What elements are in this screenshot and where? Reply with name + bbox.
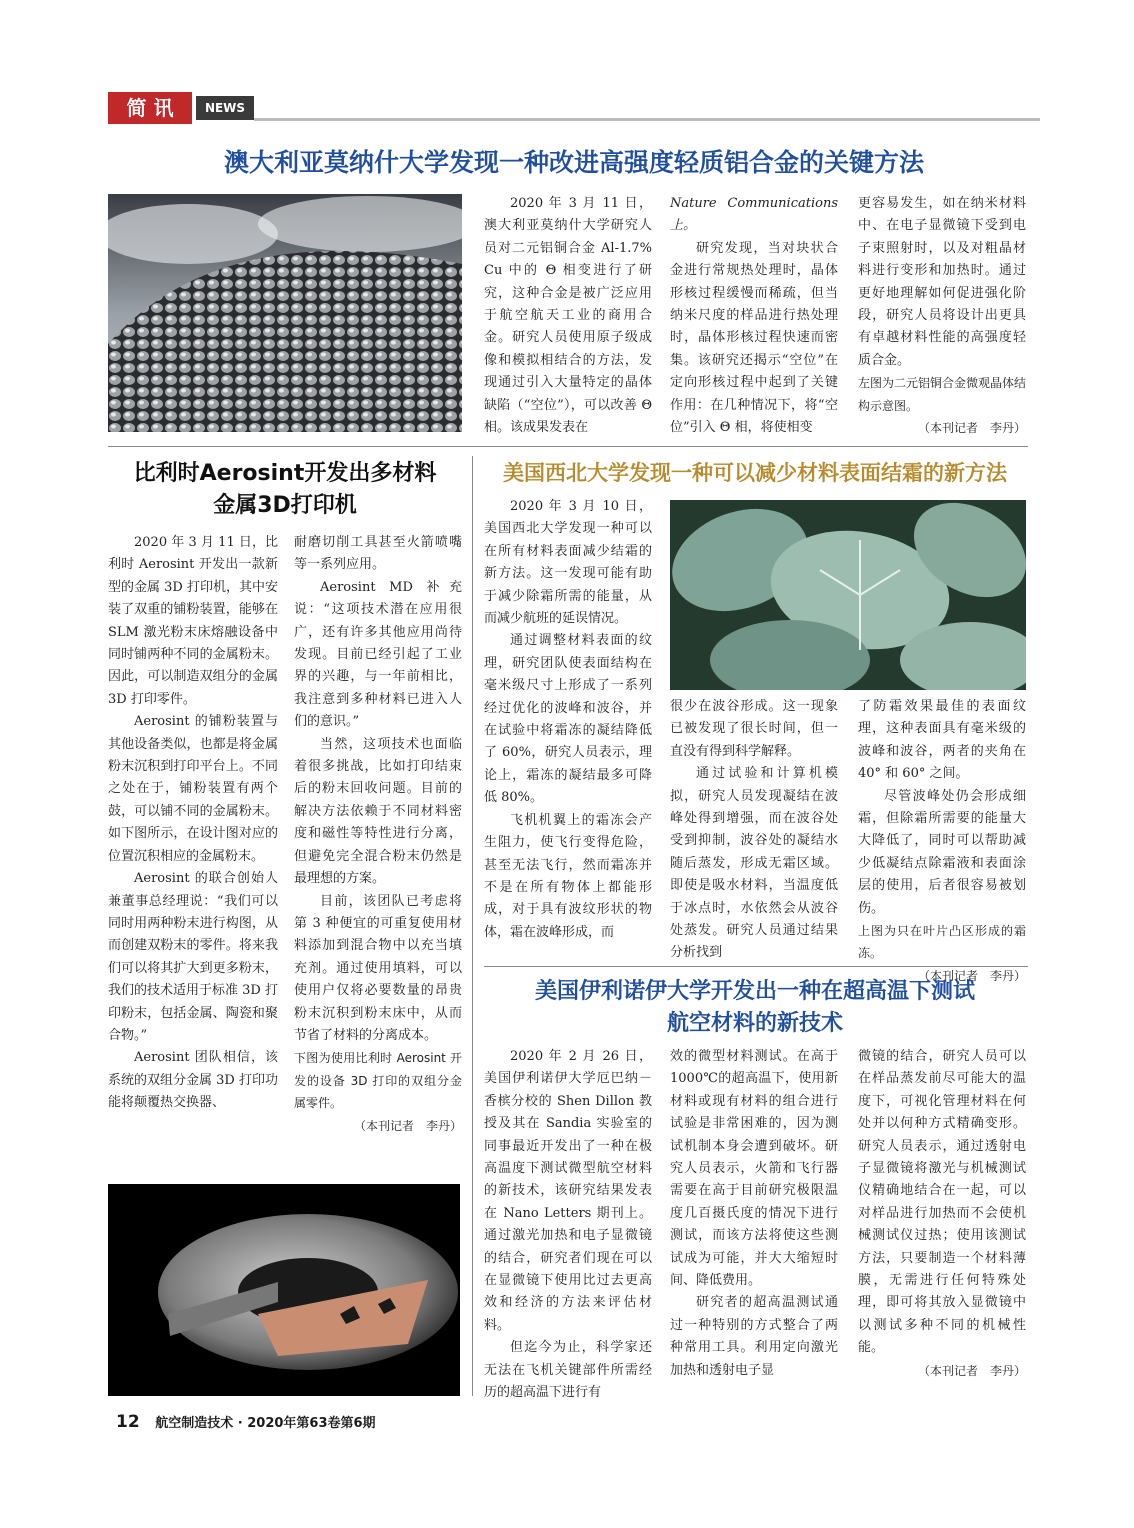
article2-col1: 2020 年 3 月 11 日，比利时 Aerosint 开发出一款新型的金属 3D 打印机，其中安装了双重的铺粉装置，能够在 SLM 激光粉末床熔融设备中同时铺两种不同的金属粉末。因此，可以制造双组分的金属 3D 打印零件。 Aerosint 的铺粉装置与其他设备类似，也都是将金属粉末沉积到打印平台上。不同之处在于，铺粉装置有两个鼓，可以铺不同的金属粉末。如下图所示，在设计图对应的位置沉积相应的金属粉末。 Aerosint 的联合创始人兼董事总经理说：“我们可以同时用两种粉末进行构图，从而创建双粉末的零件。将来我们可以将其扩大到更多粉末，我们的技术适用于标准 3D 打印粉末，包括金属、陶瓷和聚合物。” Aerosint 团队相信，该系统的双组分金属 3D 打印功能将颠覆热交换器、 [108, 535, 278, 1111]
article2-col2: 耐磨切削工具甚至火箭喷嘴等一系列应用。 Aerosint MD 补充说：“这项技术潜在应用很广，还有许多其他应用尚待发现。目前已经引起了工业界的兴趣，与一年前相比，我注意到多种材料已进入人们的意识。” 当然，这项技术也面临着很多挑战，比如打印结束后的粉末回收问题。目前的解决方法依赖于不同材料密度和磁性等特性进行分离，但避免完全混合粉末仍然是最理想的方案。 目前，该团队已考虑将第 3 种便宜的可重复使用材料添加到混合物中以充当填充剂。通过使用填料，可以使用户仅将必要数量的昂贵粉末沉积到粉末床中，从而节省了材料的分离成本。 下图为使用比利时 Aerosint 开发的设备 3D 打印的双组分金属零件。 （本刊记者 李丹） [294, 532, 462, 1137]
article1-image-building [108, 194, 462, 432]
article3-col1: 2020 年 3 月 10 日，美国西北大学发现一种可以在所有材料表面减少结霜的新方法。这一发现可能有助于减少除霜所需的能量，从而减少航班的延误情况。 通过调整材料表面的纹理，研究团队使表面结构在毫米级尺寸上形成了一系列经过优化的波峰和波谷，并在试验中将霜冻的凝结降低了 60%，研究人员表示，理论上，霜冻的凝结最多可降低 80%。 飞机机翼上的霜冻会产生阻力，使飞行变得危险，甚至无法飞行，然而霜冻并不是在所有物体上都能形成，对于具有波纹形状的物体，霜在波峰形成，而 [484, 499, 652, 940]
article4-title [484, 976, 1026, 1040]
article4-title-line1: 美国伊利诺伊大学开发出一种在超高温下测试 [534, 979, 975, 1004]
divider-mid-right [484, 966, 1028, 967]
page-footer [116, 1410, 616, 1434]
3d-printed-part-photo [108, 1184, 460, 1396]
article2-credit: （本刊记者 李丹） [353, 1118, 462, 1133]
article1-col3: 更容易发生，如在纳米材料中、在电子显微镜下受到电子束照射时，以及对粗晶材料进行变形和加热时。通过更好地理解如何促进强化阶段，研究人员将设计出更具有卓越材料性能的高强度轻质合金。 左图为二元铝铜合金微观晶体结构示意图。 （本刊记者 李丹） [858, 193, 1026, 439]
article4-col2: 效的微型材料测试。在高于 1000℃的超高温下，使用新材料或现有材料的组合进行试验是非常困难的，因为测试机制本身会遭到破坏。研究人员表示，火箭和飞行器需要在高于目前研究极限温度几百摄氏度的情况下进行测试，而该方法将使这些测试成为可能，并大大缩短时间、降低费用。 研究者的超高温测试通过一种特别的方式整合了两种常用工具。利用定向激光加热和透射电子显 [670, 1049, 838, 1378]
article1-col2: Nature Communications 上。 研究发现，当对块状合金进行常规热处理时，晶体形核过程缓慢而稀疏，但当纳米尺度的样品进行热处理时，晶体形核过程快速而密集。该研究还揭示“空位”在定向形核过程中起到了关键作用：在几种情况下，将“空位”引入 Θ 相，将使相变 [670, 196, 838, 436]
section-tag-en: NEWS [196, 96, 254, 120]
article3-col2: 很少在波谷形成。这一现象已被发现了很长时间，但一直没有得到科学解释。 通过试验和计算机模拟，研究人员发现凝结在波峰处得到增强，而在波谷处受到抑制，波谷处的凝结水随后蒸发，形成无霜区域。即使是吸水材料，当温度低于冰点时，水依然会从波谷处蒸发。研究人员通过结果分析找到 [670, 699, 838, 961]
section-header [108, 92, 1040, 124]
article3-credit: （本刊记者 李丹） [917, 968, 1026, 983]
section-tag-cn: 简 讯 [108, 92, 192, 124]
article4-title-line2: 航空材料的新技术 [666, 1011, 843, 1036]
header-rule [254, 118, 1040, 121]
article3-caption: 上图为只在叶片凸区形成的霜冻。 [858, 924, 1026, 961]
article4-col3: 微镜的结合，研究人员可以在样品蒸发前尽可能大的温度下，可视化管理材料在何处并以何种方式精确变形。研究人员表示，通过透射电子显微镜将激光与机械测试仪精确地结合在一起，可以对样品进行加热而不会使机械测试仪过热；使用该测试方法，只要制造一个材料薄膜，无需进行任何特殊处理，即可将其放入显微镜中以测试多种不同的机械性能。 （本刊记者 李丹） [858, 1046, 1026, 1382]
page-number: 12 [116, 1412, 140, 1432]
article1-col1: 2020 年 3 月 11 日，澳大利亚莫纳什大学研究人员对二元铝铜合金 Al-1.7% Cu 中的 Θ 相变进行了研究，这种合金是被广泛应用于航空航天工业的商用合金。研究人员使用原子级成像和模拟相结合的方法，发现通过引入大量特定的晶体缺陷（“空位”），可以改善 Θ 相。该成果发表在 [484, 196, 652, 436]
divider-top [108, 446, 1028, 447]
article1-title: 澳大利亚莫纳什大学发现一种改进高强度轻质铝合金的关键方法 [223, 148, 924, 177]
journal-info: 航空制造技术 · 2020年第63卷第6期 [155, 1416, 376, 1431]
frosted-leaves-photo [670, 500, 1026, 690]
article4-credit: （本刊记者 李丹） [917, 1363, 1026, 1378]
article1-credit: （本刊记者 李丹） [917, 421, 1026, 436]
article3-image-frost [670, 500, 1026, 690]
article2-caption: 下图为使用比利时 Aerosint 开发的设备 3D 打印的双组分金属零件。 [294, 1051, 462, 1111]
article3-col3: 了防霜效果最佳的表面纹理，这种表面具有毫米级的波峰和波谷，两者的夹角在 40° 和 60° 之间。 尽管波峰处仍会形成细霜，但除霜所需要的能量大大降低了，同时可以帮助减少低凝结点除霜液和表面涂层的使用，后者很容易被划伤。 上图为只在叶片凸区形成的霜冻。 （本刊记者 李丹） [858, 696, 1026, 987]
article3-title: 美国西北大学发现一种可以减少材料表面结霜的新方法 [503, 461, 1007, 485]
article2-title-line2: 金属3D打印机 [213, 493, 357, 518]
divider-vertical [472, 456, 473, 1396]
article4-col1: 2020 年 2 月 26 日，美国伊利诺伊大学厄巴纳－香槟分校的 Shen Dillon 教授及其在 Sandia 实验室的同事最近开发出了一种在极高温度下测试微型航空材料的新技术，该研究结果发表在 Nano Letters 期刊上。通过激光加热和电子显微镜的结合，研究者们现在可以在显微镜下使用比过去更高效和经济的方法来评估材料。 但迄今为止，科学家还无法在飞机关键部件所需经历的超高温下进行有 [484, 1049, 652, 1401]
article1-caption: 左图为二元铝铜合金微观晶体结构示意图。 [858, 376, 1027, 413]
article2-image-part [108, 1184, 460, 1396]
building-photo [108, 194, 462, 432]
article2-title [108, 458, 462, 522]
article2-title-line1: 比利时Aerosint开发出多材料 [133, 461, 437, 486]
